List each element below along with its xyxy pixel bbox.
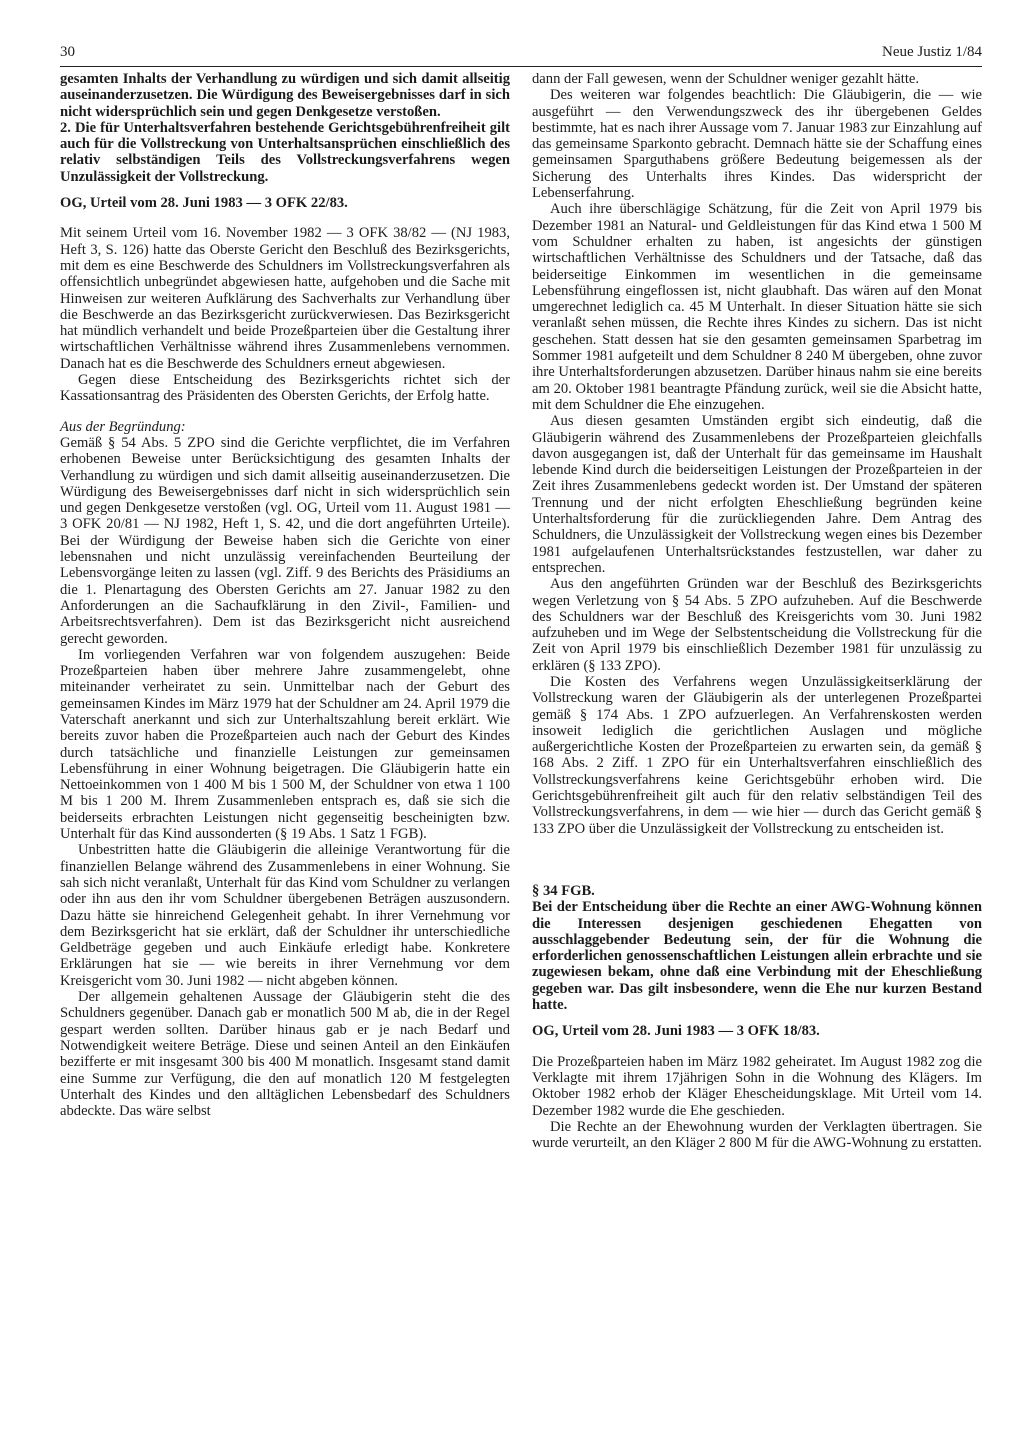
case-citation: OG, Urteil vom 28. Juni 1983 — 3 OFK 22/83.	[60, 195, 348, 212]
body-paragraph: Mit seinem Urteil vom 16. November 1982 — 3 OFK 38/82 — (NJ 1983, Heft 3, S. 126) hatte das Oberste Gericht den Beschluß des Bezirksgerichts, mit dem es eine Beschwerde des Schuldners im Vollstreckungsverfahren als offensichtlich unbegründet abgewiesen hatte, aufgehoben und die Sache mit Hinweisen zur weiteren Aufklärung des Sachverhalts zur Verhandlung über die Beschwerde an das Bezirksgericht zurückverwiesen. Das Bezirksgericht hat mündlich verhandelt und beide Prozeßparteien über die Gestaltung ihrer wirtschaftlichen Verhältnisse während ihres Zusammenlebens vernommen. Danach hat es die Beschwerde des Schuldners erneut abgewiesen.	[60, 225, 510, 372]
page-number: 30	[60, 44, 75, 60]
body-paragraph: Auch ihre überschlägige Schätzung, für die Zeit von April 1979 bis Dezember 1981 an Natural- und Geldleistungen für das Kind etwa 1 500 M vom Schuldner erhalten zu haben, ist angesichts der günstigen wirtschaftlichen Verhältnisse des Schuldners und der Tatsache, daß das beiderseitige Einkommen im wesentlichen in die gemeinsame Lebensführung eingeflossen ist, nicht glaubhaft. Das wären auf den Monat umgerechnet lediglich ca. 45 M Unterhalt. In dieser Situation hätte sie sich veranlaßt sehen müssen, die Rechte ihres Kindes zu sichern. Das ist nicht geschehen. Statt dessen hat sie den gesamten gemeinsamen Sparbetrag im Sommer 1981 aufgeteilt und dem Schuldner 8 240 M übergeben, ohne zuvor ihre Unterhaltsforderungen abzusetzen. Darüber hinaus nahm sie eine bereits am 20. Oktober 1981 beantragte Pfändung zurück, weil sie die Absicht hatte, mit dem Schuldner die Ehe einzugehen.	[532, 201, 982, 413]
header-rule	[60, 66, 982, 67]
body-paragraph: Im vorliegenden Verfahren war von folgendem auszugehen: Beide Prozeßparteien haben über mehrere Jahre zusammengelebt, ohne miteinander verheiratet zu sein. Unmittelbar nach der Geburt des gemeinsamen Kindes im März 1979 hat der Schuldner am 24. April 1979 die Vaterschaft anerkannt und sich zur Unterhaltszahlung bereit erklärt. Wie bereits zuvor haben die Prozeßparteien auch nach der Geburt des Kindes durch tatsächliche und finanzielle Leistungen zur gemeinsamen Lebensführung in einer Wohnung beigetragen. Die Gläubigerin hatte ein Nettoeinkommen von 1 400 M bis 1 500 M, der Schuldner von etwa 1 100 M bis 1 200 M. Ihrem Zusammenleben entsprach es, daß sie sich die beiderseits erbrachten Leistungen nicht gegenseitig bescheinigten bzw. Unterhalt für das Kind aussonderten (§ 19 Abs. 1 Satz 1 FGB).	[60, 646, 510, 843]
section-heading: § 34 FGB.	[532, 882, 595, 899]
body-paragraph: Unbestritten hatte die Gläubigerin die alleinige Verantwortung für die finanziellen Belange während des Zusammenlebens in einer Wohnung. Sie sah sich nicht veranlaßt, Unterhalt für das Kind vom Schuldner zu verlangen oder ihn aus den ihr vom Schuldner übergebenen Beträgen auszusondern. Dazu hätte sie hinreichend Gelegenheit gehabt. In ihrer Vernehmung vor dem Bezirksgericht hat sie erklärt, daß der Schuldner ihr unterschiedliche Geldbeträge gegeben und auch Einkäufe erledigt habe. Konkretere Erklärungen hat sie — wie bereits in ihrer Vernehmung vor dem Kreisgericht vom 30. Juni 1982 — nicht abgeben können.	[60, 842, 510, 989]
body-paragraph: Die Kosten des Verfahrens wegen Unzulässigkeitserklärung der Vollstreckung waren der Gläubigerin als der unterlegenen Prozeßpartei gemäß § 174 Abs. 1 ZPO aufzuerlegen. An Verfahrenskosten werden insoweit lediglich die gerichtlichen Auslagen und mögliche außergerichtliche Kosten der Prozeßparteien zu erwarten sein, da gemäß § 168 Abs. 2 Ziff. 1 ZPO für ein Unterhaltsverfahren einschließlich des Vollstreckungsverfahrens keine Gerichtsgebühr erhoben wird. Die Gerichtsgebührenfreiheit gilt auch für den relativ selbständigen Teil des Vollstreckungsverfahrens, in dem — wie hier — durch das Gericht gemäß § 133 ZPO über die Unzulässigkeit der Vollstreckung zu entscheiden ist.	[532, 673, 982, 837]
body-paragraph: Gegen diese Entscheidung des Bezirksgerichts richtet sich der Kassationsantrag des Präsidenten des Obersten Gerichts, der Erfolg hatte.	[60, 372, 510, 405]
case-citation: OG, Urteil vom 28. Juni 1983 — 3 OFK 18/83.	[532, 1023, 820, 1040]
body-paragraph: dann der Fall gewesen, wenn der Schuldner weniger gezahlt hätte.	[532, 71, 919, 87]
right-column	[532, 71, 982, 1151]
section-subheading: Aus der Begründung:	[60, 418, 186, 435]
body-paragraph: Der allgemein gehaltenen Aussage der Gläubigerin steht die des Schuldners gegenüber. Danach gab er monatlich 500 M ab, die in der Regel gespart werden sollten. Darüber hinaus gab er je nach Bedarf und Notwendigkeit weitere Beträge. Diese und seinen Anteil an den Einkäufen bezifferte er mit insgesamt 300 bis 400 M monatlich. Insgesamt stand damit eine Summe zur Verfügung, die den auf monatlich 120 M festgelegten Unterhalt des Kindes und den alltäglichen Lebensbedarf des Schuldners abdeckte. Das wäre selbst	[60, 989, 510, 1120]
headnote-paragraph: gesamten Inhalts der Verhandlung zu würdigen und sich damit allseitig auseinanderzusetzen. Die Würdigung des Beweisergebnisses darf in sich nicht widersprüchlich sein und gegen Denkgesetze verstoßen.	[60, 71, 510, 120]
body-paragraph: Aus den angeführten Gründen war der Beschluß des Bezirksgerichts wegen Verletzung von § 54 Abs. 5 ZPO aufzuheben. Auf die Beschwerde des Schuldners war der Beschluß des Kreisgerichts vom 30. Juni 1982 aufzuheben und im Wege der Selbstentscheidung die Vollstreckung für die Zeit von April 1979 bis einschließlich Dezember 1981 für unzulässig zu erklären (§ 133 ZPO).	[532, 576, 982, 674]
body-paragraph: Die Rechte an der Ehewohnung wurden der Verklagten übertragen. Sie wurde verurteilt, an den Kläger 2 800 M für die AWG-Wohnung zu erstatten.	[532, 1118, 982, 1152]
body-paragraph: Gemäß § 54 Abs. 5 ZPO sind die Gerichte verpflichtet, die im Verfahren erhobenen Beweise unter Berücksichtigung des gesamten Inhalts der Verhandlung zu würdigen und sich damit allseitig auseinanderzusetzen. Die Würdigung des Beweisergebnisses darf nicht in sich widersprüchlich sein und gegen Denkgesetze verstoßen (vgl. OG, Urteil vom 11. August 1981 — 3 OFK 20/81 — NJ 1982, Heft 1, S. 42, und die dort angeführten Urteile). Bei der Würdigung der Beweise haben sich die Gerichte von einer lebensnahen und nicht unzulässig vereinfachenden Beurteilung der Lebensvorgänge leiten zu lassen (vgl. Ziff. 9 des Berichts des Präsidiums an die 1. Plenartagung des Obersten Gerichts am 27. Januar 1982 zu den Anforderungen an die Sachaufklärung in den Zivil-, Familien- und Arbeitsrechtsverfahren). Dem ist das Bezirksgericht nicht ausreichend gerecht geworden.	[60, 434, 510, 647]
body-paragraph: Die Prozeßparteien haben im März 1982 geheiratet. Im August 1982 zog die Verklagte mit ihrem 17jährigen Sohn in die Wohnung des Klägers. Im Oktober 1982 erhob der Kläger Ehescheidungsklage. Mit Urteil vom 14. Dezember 1982 wurde die Ehe geschieden.	[532, 1053, 982, 1119]
headnote-paragraph: 2. Die für Unterhaltsverfahren bestehende Gerichtsgebührenfreiheit gilt auch für die Vollstreckung von Unterhaltsansprüchen einschließlich des relativ selbständigen Teils des Vollstreckungsverfahrens wegen Unzulässigkeit der Vollstreckung.	[60, 119, 510, 185]
page-header	[60, 42, 982, 66]
body-paragraph: Des weiteren war folgendes beachtlich: Die Gläubigerin, die — wie ausgeführt — den Verwendungszweck des ihr übergebenen Geldes bestimmte, hat es nach ihrer Aussage vom 7. Januar 1983 zur Einzahlung auf das gemeinsame Sparkonto gebracht. Demnach hätte sie der Schaffung eines gemeinsamen Sparguthabens größere Bedeutung beigemessen als der Sicherung des Unterhalts ihres Kindes. Das widerspricht der Lebenserfahrung.	[532, 87, 982, 202]
body-paragraph: Aus diesen gesamten Umständen ergibt sich eindeutig, daß die Gläubigerin während des Zusammenlebens der Prozeßparteien gleichfalls davon ausgegangen ist, daß der Unterhalt für das gemeinsame im Haushalt lebende Kind durch die beiderseitigen Leistungen der Prozeßparteien in der Zeit ihres Zusammenlebens gedeckt worden ist. Der Umstand der späteren Trennung und der nicht erfolgten Eheschließung begründen keine Unterhaltsforderung für die zurückliegenden Jahre. Dem Antrag des Schuldners, die Unzulässigkeit der Vollstreckung wegen eines bis Dezember 1981 aufgelaufenen Unterhaltsrückstandes festzustellen, war daher zu entsprechen.	[532, 413, 982, 576]
left-column	[60, 71, 510, 1119]
journal-issue: Neue Justiz 1/84	[882, 44, 982, 60]
headnote-paragraph: Bei der Entscheidung über die Rechte an einer AWG-Wohnung können die Interessen desjenigen geschiedenen Ehegatten von ausschlaggebender Bedeutung sein, der für die Wohnung die erforderlichen genossenschaftlichen Leistungen allein erbrachte und sie zugewiesen bekam, ohne daß eine Verbindung mit der Eheschließung gegeben war. Das gilt insbesondere, wenn die Ehe nur kurzen Bestand hatte.	[532, 899, 982, 1014]
